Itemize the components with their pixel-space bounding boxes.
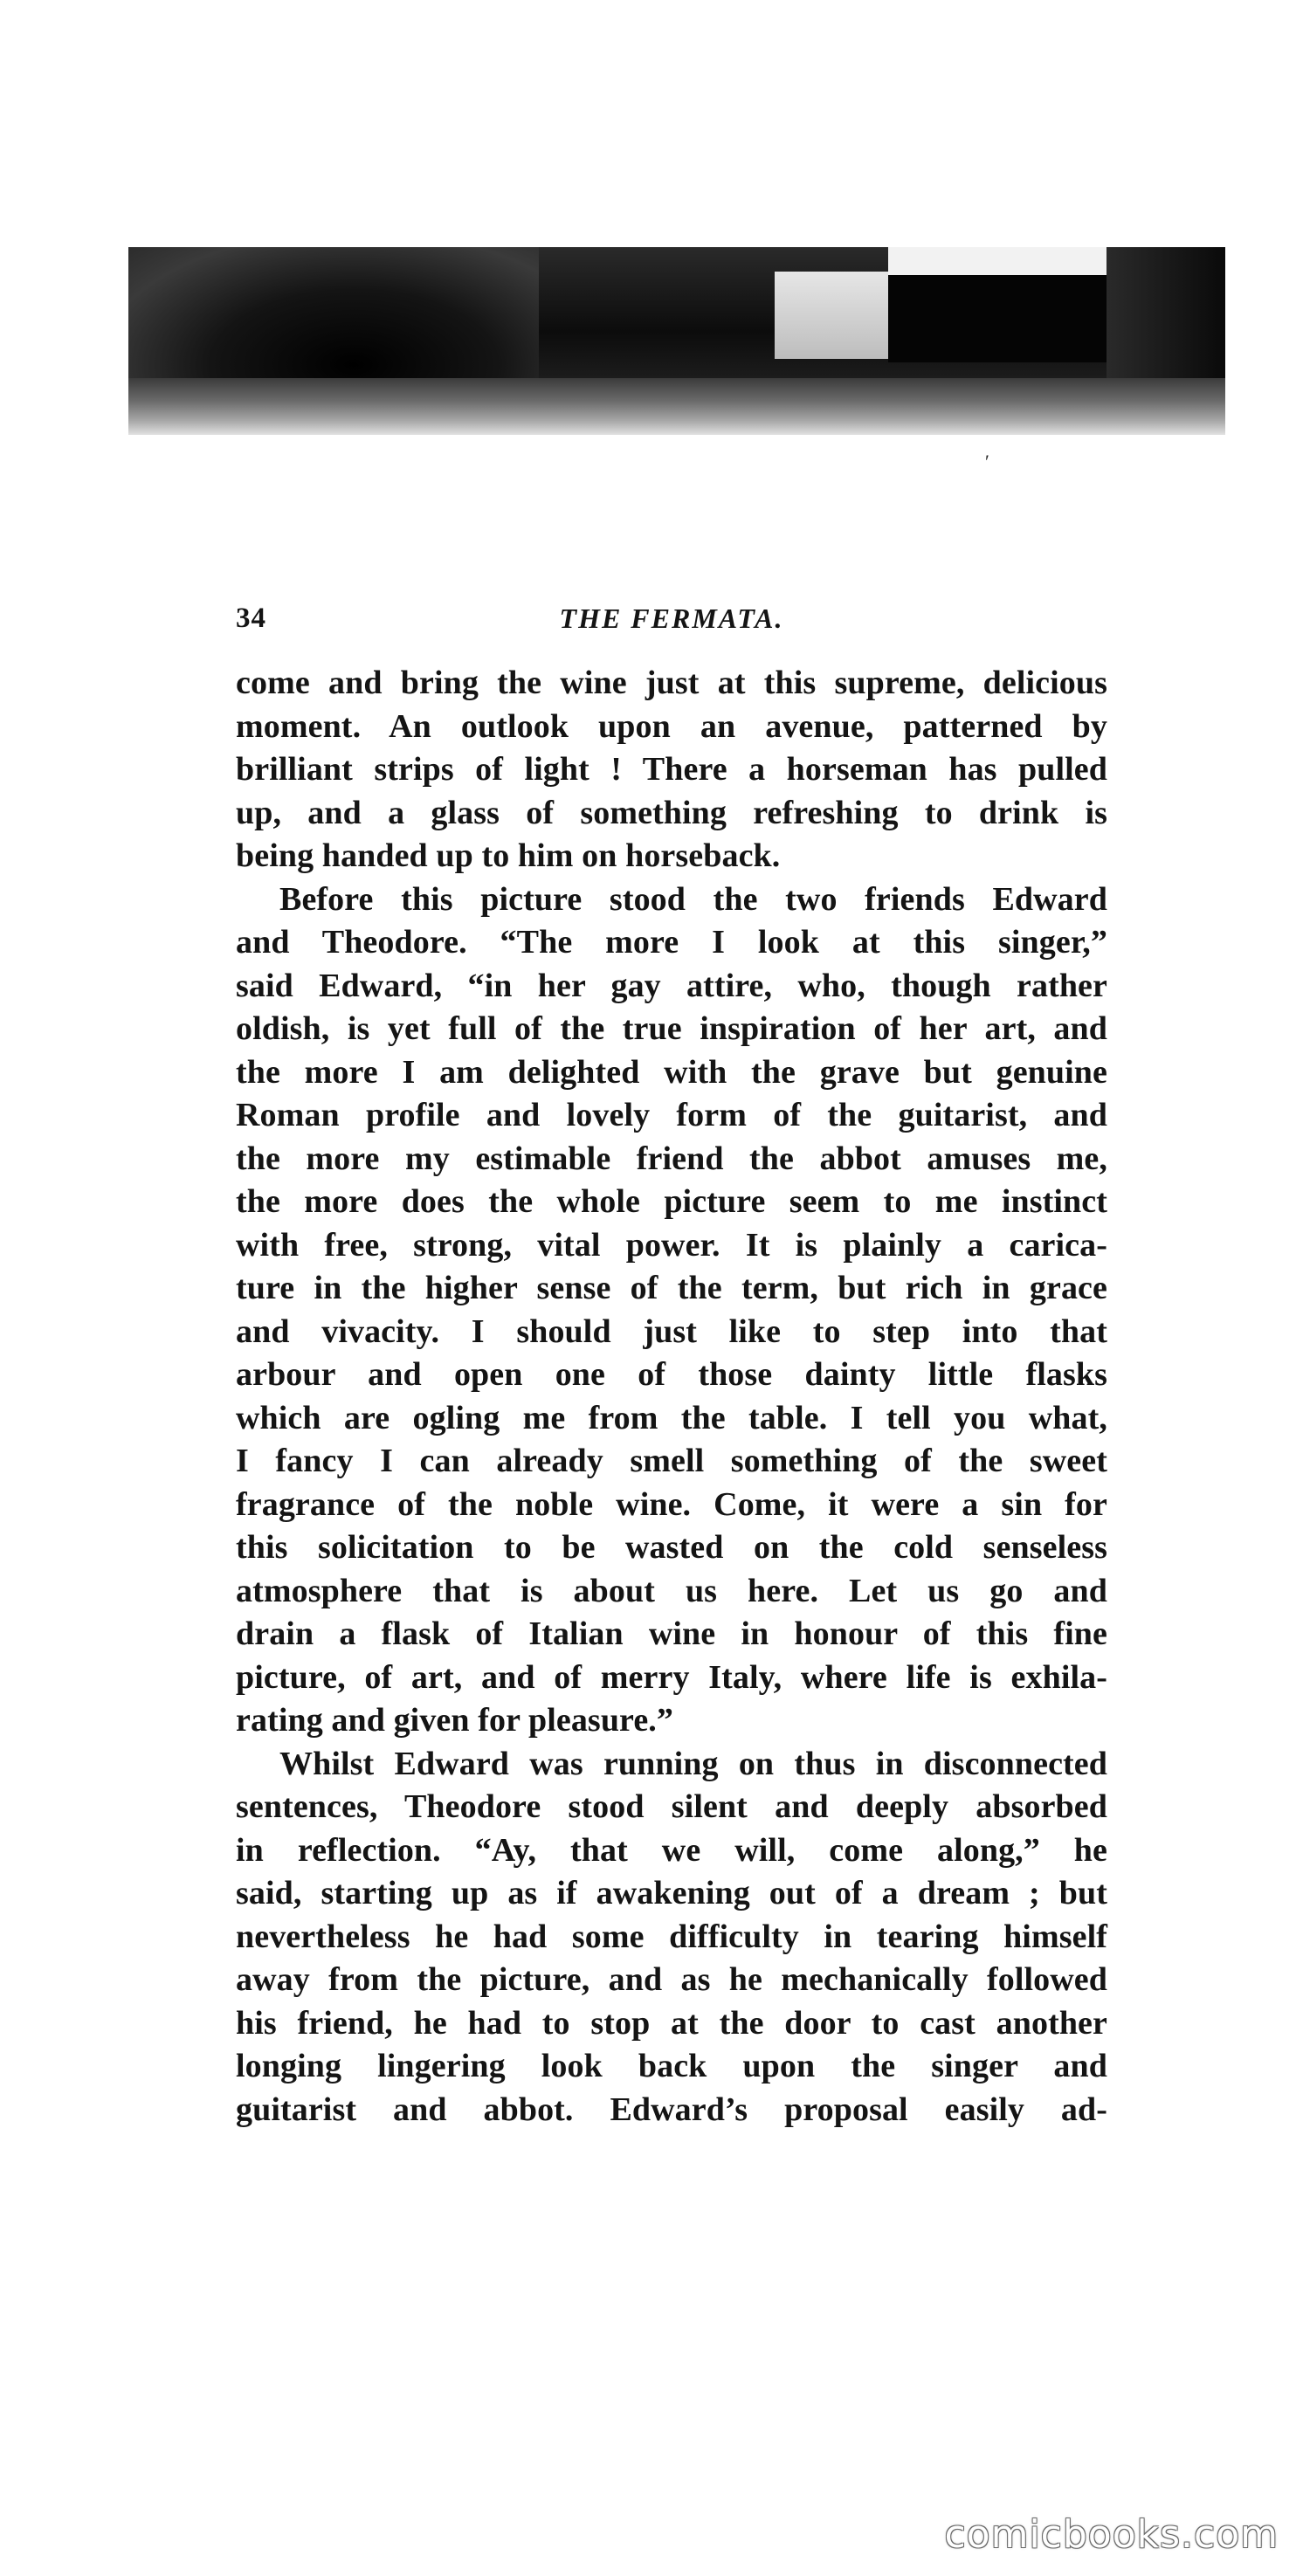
ledge-shading (128, 378, 1225, 435)
text-line: being handed up to him on horseback. (236, 837, 781, 874)
text-line: which are ogling me from the table. I tell you what, (236, 1399, 1107, 1436)
text-line: this solicitation to be wasted on the cold senseless (236, 1529, 1107, 1566)
dark-panel (888, 275, 1107, 362)
running-title: THE FERMATA. (559, 603, 784, 634)
right-dark-panel (1107, 247, 1225, 378)
body-text (236, 662, 1107, 2132)
stray-mark: ′ (985, 451, 989, 472)
light-panel-top (888, 247, 1107, 275)
page-number: 34 (236, 603, 266, 634)
text-line: come and bring the wine just at this supreme, delicious (236, 665, 1107, 701)
text-line: ture in the higher sense of the term, but rich in grace (236, 1270, 1107, 1306)
text-line: picture, of art, and of merry Italy, where life is exhila- (236, 1658, 1107, 1696)
text-line: Whilst Edward was running on thus in disconnected (279, 1745, 1107, 1782)
text-line: arbour and open one of those dainty little flasks (236, 1356, 1107, 1393)
text-line: away from the picture, and as he mechanically followed (236, 1961, 1107, 1998)
text-line: rating and given for pleasure.” (236, 1702, 673, 1739)
text-line: up, and a glass of something refreshing to drink is (236, 794, 1107, 831)
text-line: his friend, he had to stop at the door to cast another (236, 2004, 1107, 2042)
text-line: longing lingering look back upon the singer and (236, 2048, 1107, 2084)
text-line: moment. An outlook upon an avenue, patterned by (236, 707, 1107, 745)
watermark: comicbooks.com (944, 2512, 1279, 2557)
text-line: oldish, is yet full of the true inspiration of her art, and (236, 1010, 1107, 1047)
text-line: brilliant strips of light ! There a horseman has pulled (236, 751, 1107, 788)
text-line: nevertheless he had some difficulty in tearing himself (236, 1918, 1107, 1955)
text-line: said, starting up as if awakening out of a dream ; but (236, 1875, 1107, 1911)
text-line: drain a flask of Italian wine in honour of this fine (236, 1615, 1107, 1652)
text-line: fragrance of the noble wine. Come, it were a sin for (236, 1485, 1107, 1523)
dark-arch-shape (128, 247, 539, 378)
text-line: and Theodore. “The more I look at this singer,” (236, 924, 1107, 961)
text-line: with free, strong, vital power. It is plainly a carica- (236, 1226, 1107, 1264)
top-photo-fragment (128, 247, 1225, 435)
light-panel (775, 272, 888, 359)
text-line: Roman profile and lovely form of the guitarist, and (236, 1097, 1107, 1133)
page-header (236, 603, 1107, 637)
text-line: I fancy I can already smell something of the sweet (236, 1443, 1107, 1479)
text-line: Before this picture stood the two friends Edward (279, 880, 1107, 918)
text-line: the more I am delighted with the grave but genuine (236, 1053, 1107, 1091)
text-line: the more my estimable friend the abbot amuses me, (236, 1140, 1107, 1177)
text-line: the more does the whole picture seem to me instinct (236, 1183, 1107, 1220)
text-line: said Edward, “in her gay attire, who, though rather (236, 967, 1107, 1004)
text-line: atmosphere that is about us here. Let us go and (236, 1572, 1107, 1609)
text-line: sentences, Theodore stood silent and deeply absorbed (236, 1788, 1107, 1825)
text-line: and vivacity. I should just like to step into that (236, 1312, 1107, 1350)
text-line: guitarist and abbot. Edward’s proposal easily ad- (236, 2090, 1107, 2128)
text-line: in reflection. “Ay, that we will, come along,” he (236, 1831, 1107, 1869)
